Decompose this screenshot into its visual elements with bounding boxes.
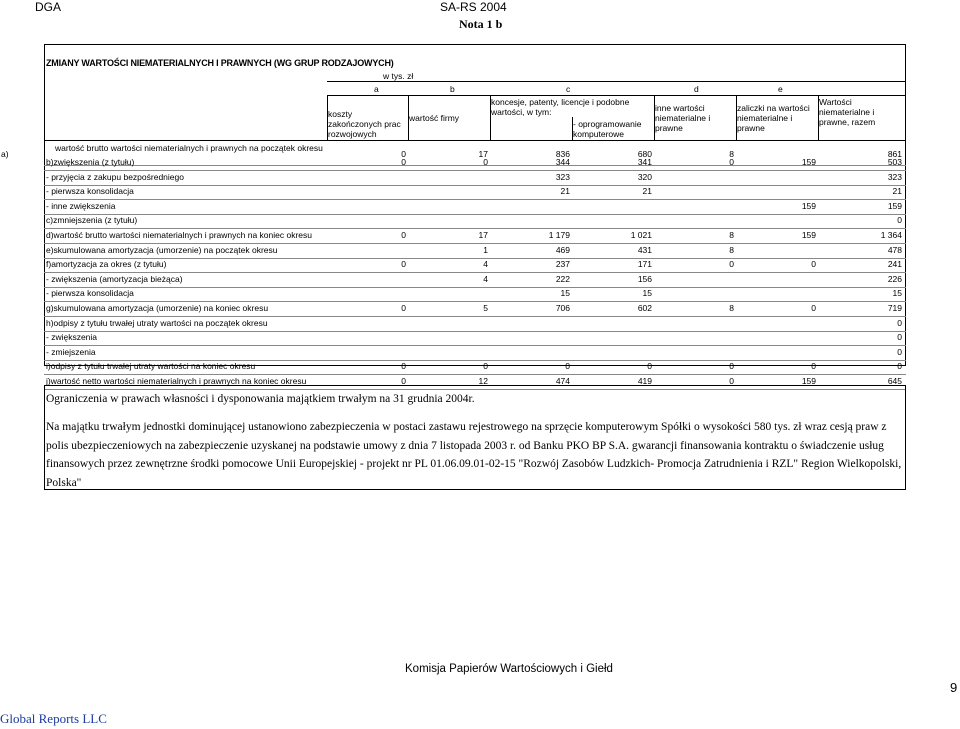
row-label: - przyjęcia z zakupu bezpośredniego <box>46 171 184 182</box>
letters-top-line <box>327 81 906 82</box>
table-row <box>46 201 904 214</box>
cell-c: 21 <box>560 186 570 197</box>
cell-a: 0 <box>401 259 406 270</box>
cell-e: 8 <box>729 244 734 255</box>
cell-c: 469 <box>555 244 570 255</box>
header-center: SA-RS 2004 <box>440 0 507 14</box>
cell-c: 474 <box>555 376 570 386</box>
cell-d: 15 <box>642 288 652 299</box>
table-row <box>46 347 904 360</box>
cell-d: 602 <box>637 303 652 313</box>
row-label: i)odpisy z tytułu trwałej utraty wartości na koniec okresu <box>46 361 256 372</box>
note-label: Nota 1 b <box>459 17 503 31</box>
cell-e: 0 <box>729 376 734 386</box>
col-letter-d: d <box>694 84 699 94</box>
cell-e: 0 <box>729 361 734 372</box>
cell-total2: 159 <box>887 200 902 211</box>
cell-e: 8 <box>729 303 734 313</box>
cell-c: 237 <box>555 259 570 270</box>
row-label: d)wartość brutto wartości niematerialnych i prawnych na koniec okresu <box>46 230 312 240</box>
cell-c: 323 <box>555 171 570 182</box>
table-row <box>46 157 904 170</box>
table-unit: w tys. zł <box>383 71 414 81</box>
cell-total2: 645 <box>887 376 902 386</box>
cell-d: 1 021 <box>630 230 652 240</box>
cell-c: 706 <box>555 303 570 313</box>
cell-total2: 719 <box>887 303 902 313</box>
cell-d: 419 <box>637 376 652 386</box>
letters-bottom-line <box>327 95 906 96</box>
row-label: - pierwsza konsolidacja <box>46 186 134 197</box>
row-label: g)skumulowana amortyzacja (umorzenie) na koniec okresu <box>46 303 269 313</box>
row-label: - inne zwiększenia <box>46 200 116 211</box>
cell-c: 222 <box>555 273 570 284</box>
cell-b: 0 <box>483 361 488 372</box>
table-title: ZMIANY WARTOŚCI NIEMATERIALNYCH I PRAWNYCH (WG GRUP RODZAJOWYCH) <box>46 58 394 68</box>
cell-d: 21 <box>642 186 652 197</box>
col-letter-c: c <box>566 84 571 94</box>
cell-c: 344 <box>555 157 570 167</box>
cell-b: 17 <box>478 149 488 159</box>
cell-total2: 0 <box>897 332 902 343</box>
cell-d: 156 <box>637 273 652 284</box>
row-label: c)zmniejszenia (z tytułu) <box>46 215 138 226</box>
cell-d: 341 <box>637 157 652 167</box>
row-label: e)skumulowana amortyzacja (umorzenie) na początek okresu <box>46 244 278 255</box>
cell-total2: 861 <box>887 149 902 159</box>
table-row <box>46 303 904 316</box>
cell-e: 8 <box>729 230 734 240</box>
row-label: - zwiększenia <box>46 332 98 343</box>
cell-total2: 0 <box>897 361 902 372</box>
col-letter-e: e <box>778 84 783 94</box>
cell-total2: 0 <box>897 317 902 328</box>
table-row <box>46 230 904 243</box>
row-label: h)odpisy z tytułu trwałej utraty wartości na początek okresu <box>46 317 268 328</box>
col-header-e: zaliczki na wartości niematerialne i prawne <box>737 103 810 133</box>
cell-total: 159 <box>801 200 816 211</box>
cell-a: 0 <box>401 149 406 159</box>
cell-d: 320 <box>637 171 652 182</box>
col-header-d: inne wartości niematerialne i prawne <box>655 103 711 133</box>
cell-total: 0 <box>811 361 816 372</box>
cell-total: 0 <box>811 259 816 270</box>
col-letter-b: b <box>450 84 455 94</box>
col-header-c-sub: - oprogramowanie komputerowe <box>573 119 642 139</box>
cell-total: 159 <box>801 157 816 167</box>
table-row <box>46 186 904 199</box>
cell-total2: 15 <box>892 288 902 299</box>
cell-total2: 0 <box>897 215 902 226</box>
row-label: wartość brutto wartości niematerialnych i prawnych na początek okresu <box>55 143 323 153</box>
cell-e: 0 <box>729 259 734 270</box>
cell-total2: 478 <box>887 244 902 255</box>
row-label: - pierwsza konsolidacja <box>46 288 134 299</box>
cell-b: 17 <box>478 230 488 240</box>
row-label: - zwiększenia (amortyzacja bieżąca) <box>46 273 183 284</box>
cell-total2: 226 <box>887 273 902 284</box>
cell-total2: 241 <box>887 259 902 270</box>
table-row <box>46 361 904 374</box>
cell-c: 836 <box>555 149 570 159</box>
cell-total2: 1 364 <box>880 230 902 240</box>
cell-b: 0 <box>483 157 488 167</box>
cell-e: 8 <box>729 149 734 159</box>
table-row <box>46 274 904 287</box>
cell-b: 12 <box>478 376 488 386</box>
table-row <box>46 332 904 345</box>
cell-c: 15 <box>560 288 570 299</box>
col-header-b: wartość firmy <box>409 113 460 123</box>
row-label: j)wartość netto wartości niematerialnych i prawnych na koniec okresu <box>46 376 307 386</box>
cell-total2: 323 <box>887 171 902 182</box>
cell-b: 4 <box>483 273 488 284</box>
cell-b: 5 <box>483 303 488 313</box>
col-header-a: koszty zakończonych prac rozwojowych <box>328 109 401 139</box>
cell-b: 1 <box>483 244 488 255</box>
row-label: f)amortyzacja za okres (z tytułu) <box>46 259 167 270</box>
table-row <box>46 288 904 301</box>
cell-a: 0 <box>401 361 406 372</box>
table-inner-left <box>44 44 45 366</box>
row-prefix: a) <box>1 149 9 159</box>
cell-total: 159 <box>801 376 816 386</box>
header-left: DGA <box>35 0 62 14</box>
table-row <box>46 259 904 272</box>
cell-total2: 503 <box>887 157 902 167</box>
cell-total2: 21 <box>892 186 902 197</box>
table-row <box>46 245 904 258</box>
table-row <box>46 318 904 331</box>
brand-footer: Global Reports LLC <box>0 711 107 726</box>
row-label: b)zwiększenia (z tytułu) <box>46 157 135 167</box>
notes-body: Na majątku trwałym jednostki dominującej ustanowiono zabezpieczenia w postaci zastawu rejestrowego na sprzęcie komputerowym Spółki o wysokości 580 tys. zł wraz cesją praw z polis ubezpieczeniowych na zabezpieczenie uzyskanej na podstawie umowy z dnia 7 listopada 2003 r. od Banku PKO BP S.A. gwarancji finansowania kontraktu o świadczenie usług finansowych przez zewnętrzne środki pomocowe Unii Europejskiej - projekt nr PL 01.06.09.01-02-15 "Rozwój Zasobów Ludzkich- Promocja Zatrudnienia i RZL" Region Wielkopolski, Polska" <box>46 421 902 489</box>
cell-a: 0 <box>401 157 406 167</box>
row-label: - zmiejszenia <box>46 346 96 357</box>
cell-a: 0 <box>401 303 406 313</box>
table-row <box>46 215 904 228</box>
header-bottom-line <box>44 140 906 141</box>
cell-total: 0 <box>811 303 816 313</box>
cell-e: 0 <box>729 157 734 167</box>
col-header-total: Wartości niematerialne i prawne, razem <box>819 97 876 127</box>
cell-c: 1 179 <box>548 230 570 240</box>
cell-a: 0 <box>401 230 406 240</box>
footer-center: Komisja Papierów Wartościowych i Giełd <box>405 663 613 675</box>
col-header-c: koncesje, patenty, licencje i podobne wartości, w tym: <box>491 97 630 117</box>
cell-total: 159 <box>801 230 816 240</box>
cell-a: 0 <box>401 376 406 386</box>
cell-d: 680 <box>637 149 652 159</box>
col-letter-a: a <box>374 84 379 94</box>
cell-d: 171 <box>637 259 652 270</box>
cell-c: 0 <box>565 361 570 372</box>
table-row <box>46 172 904 185</box>
cell-total2: 0 <box>897 346 902 357</box>
cell-b: 4 <box>483 259 488 270</box>
notes-title: Ograniczenia w prawach własności i dysponowania majątkiem trwałym na 31 grudnia 2004r. <box>46 393 475 405</box>
page-number: 9 <box>950 680 958 695</box>
cell-d: 431 <box>637 244 652 255</box>
cell-d: 0 <box>647 361 652 372</box>
